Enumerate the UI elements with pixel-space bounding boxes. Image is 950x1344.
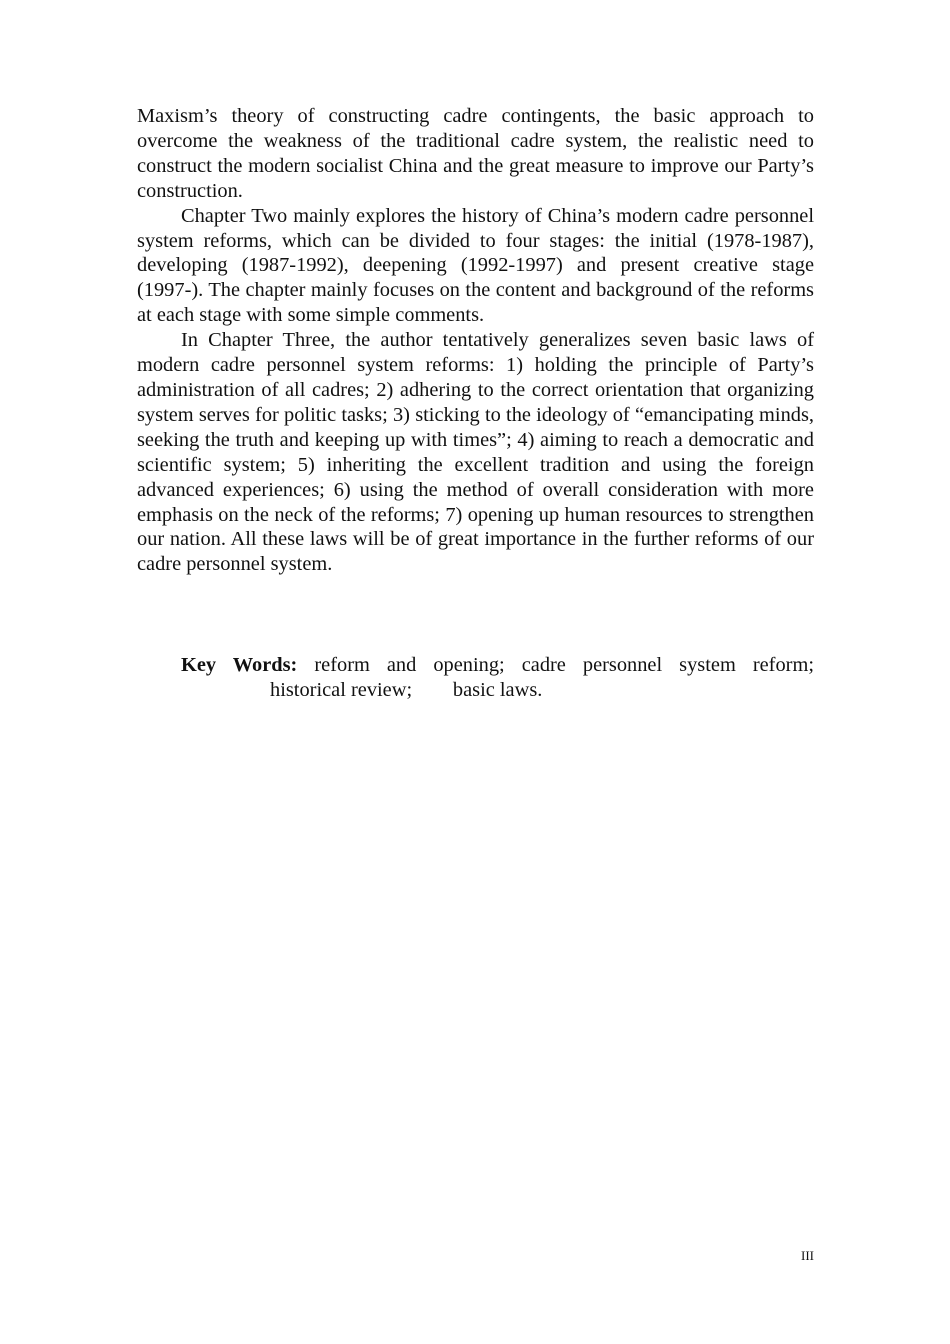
paragraph-chapter-two: Chapter Two mainly explores the history of China’s modern cadre personnel system reforms, which can be divided to four stages: the initial (1978-1987), developing (1987-1992), deepening (1992-1997) and present creative stage (1997-). The chapter mainly focuses on the content and background of the reforms at each stage with some simple comments. bbox=[137, 204, 814, 327]
keywords-label: Key Words: bbox=[181, 654, 298, 676]
abstract-body bbox=[137, 104, 814, 577]
paragraph-continuation: Maxism’s theory of constructing cadre contingents, the basic approach to overcome the weakness of the traditional cadre system, the realistic need to construct the modern socialist China and the great measure to improve our Party’s construction. bbox=[137, 105, 814, 202]
keywords-line-2: historical review; basic laws. bbox=[270, 679, 543, 701]
page-number: III bbox=[801, 1248, 814, 1263]
paragraph-chapter-three: In Chapter Three, the author tentatively generalizes seven basic laws of modern cadre personnel system reforms: 1) holding the principle of Party’s administration of all cadres; 2) adhering to the correct orientation that organizing system serves for politic tasks; 3) sticking to the ideology of “emancipating minds, seeking the truth and keeping up with times”; 4) aiming to reach a democratic and scientific system; 5) inheriting the excellent tradition and using the foreign advanced experiences; 6) using the method of overall consideration with more emphasis on the neck of the reforms; 7) opening up human resources to strengthen our nation. All these laws will be of great importance in the further reforms of our cadre personnel system. bbox=[137, 329, 814, 576]
keywords-text-1: reform and opening; cadre personnel system reform; bbox=[314, 654, 814, 676]
keywords-line-1 bbox=[181, 653, 814, 678]
